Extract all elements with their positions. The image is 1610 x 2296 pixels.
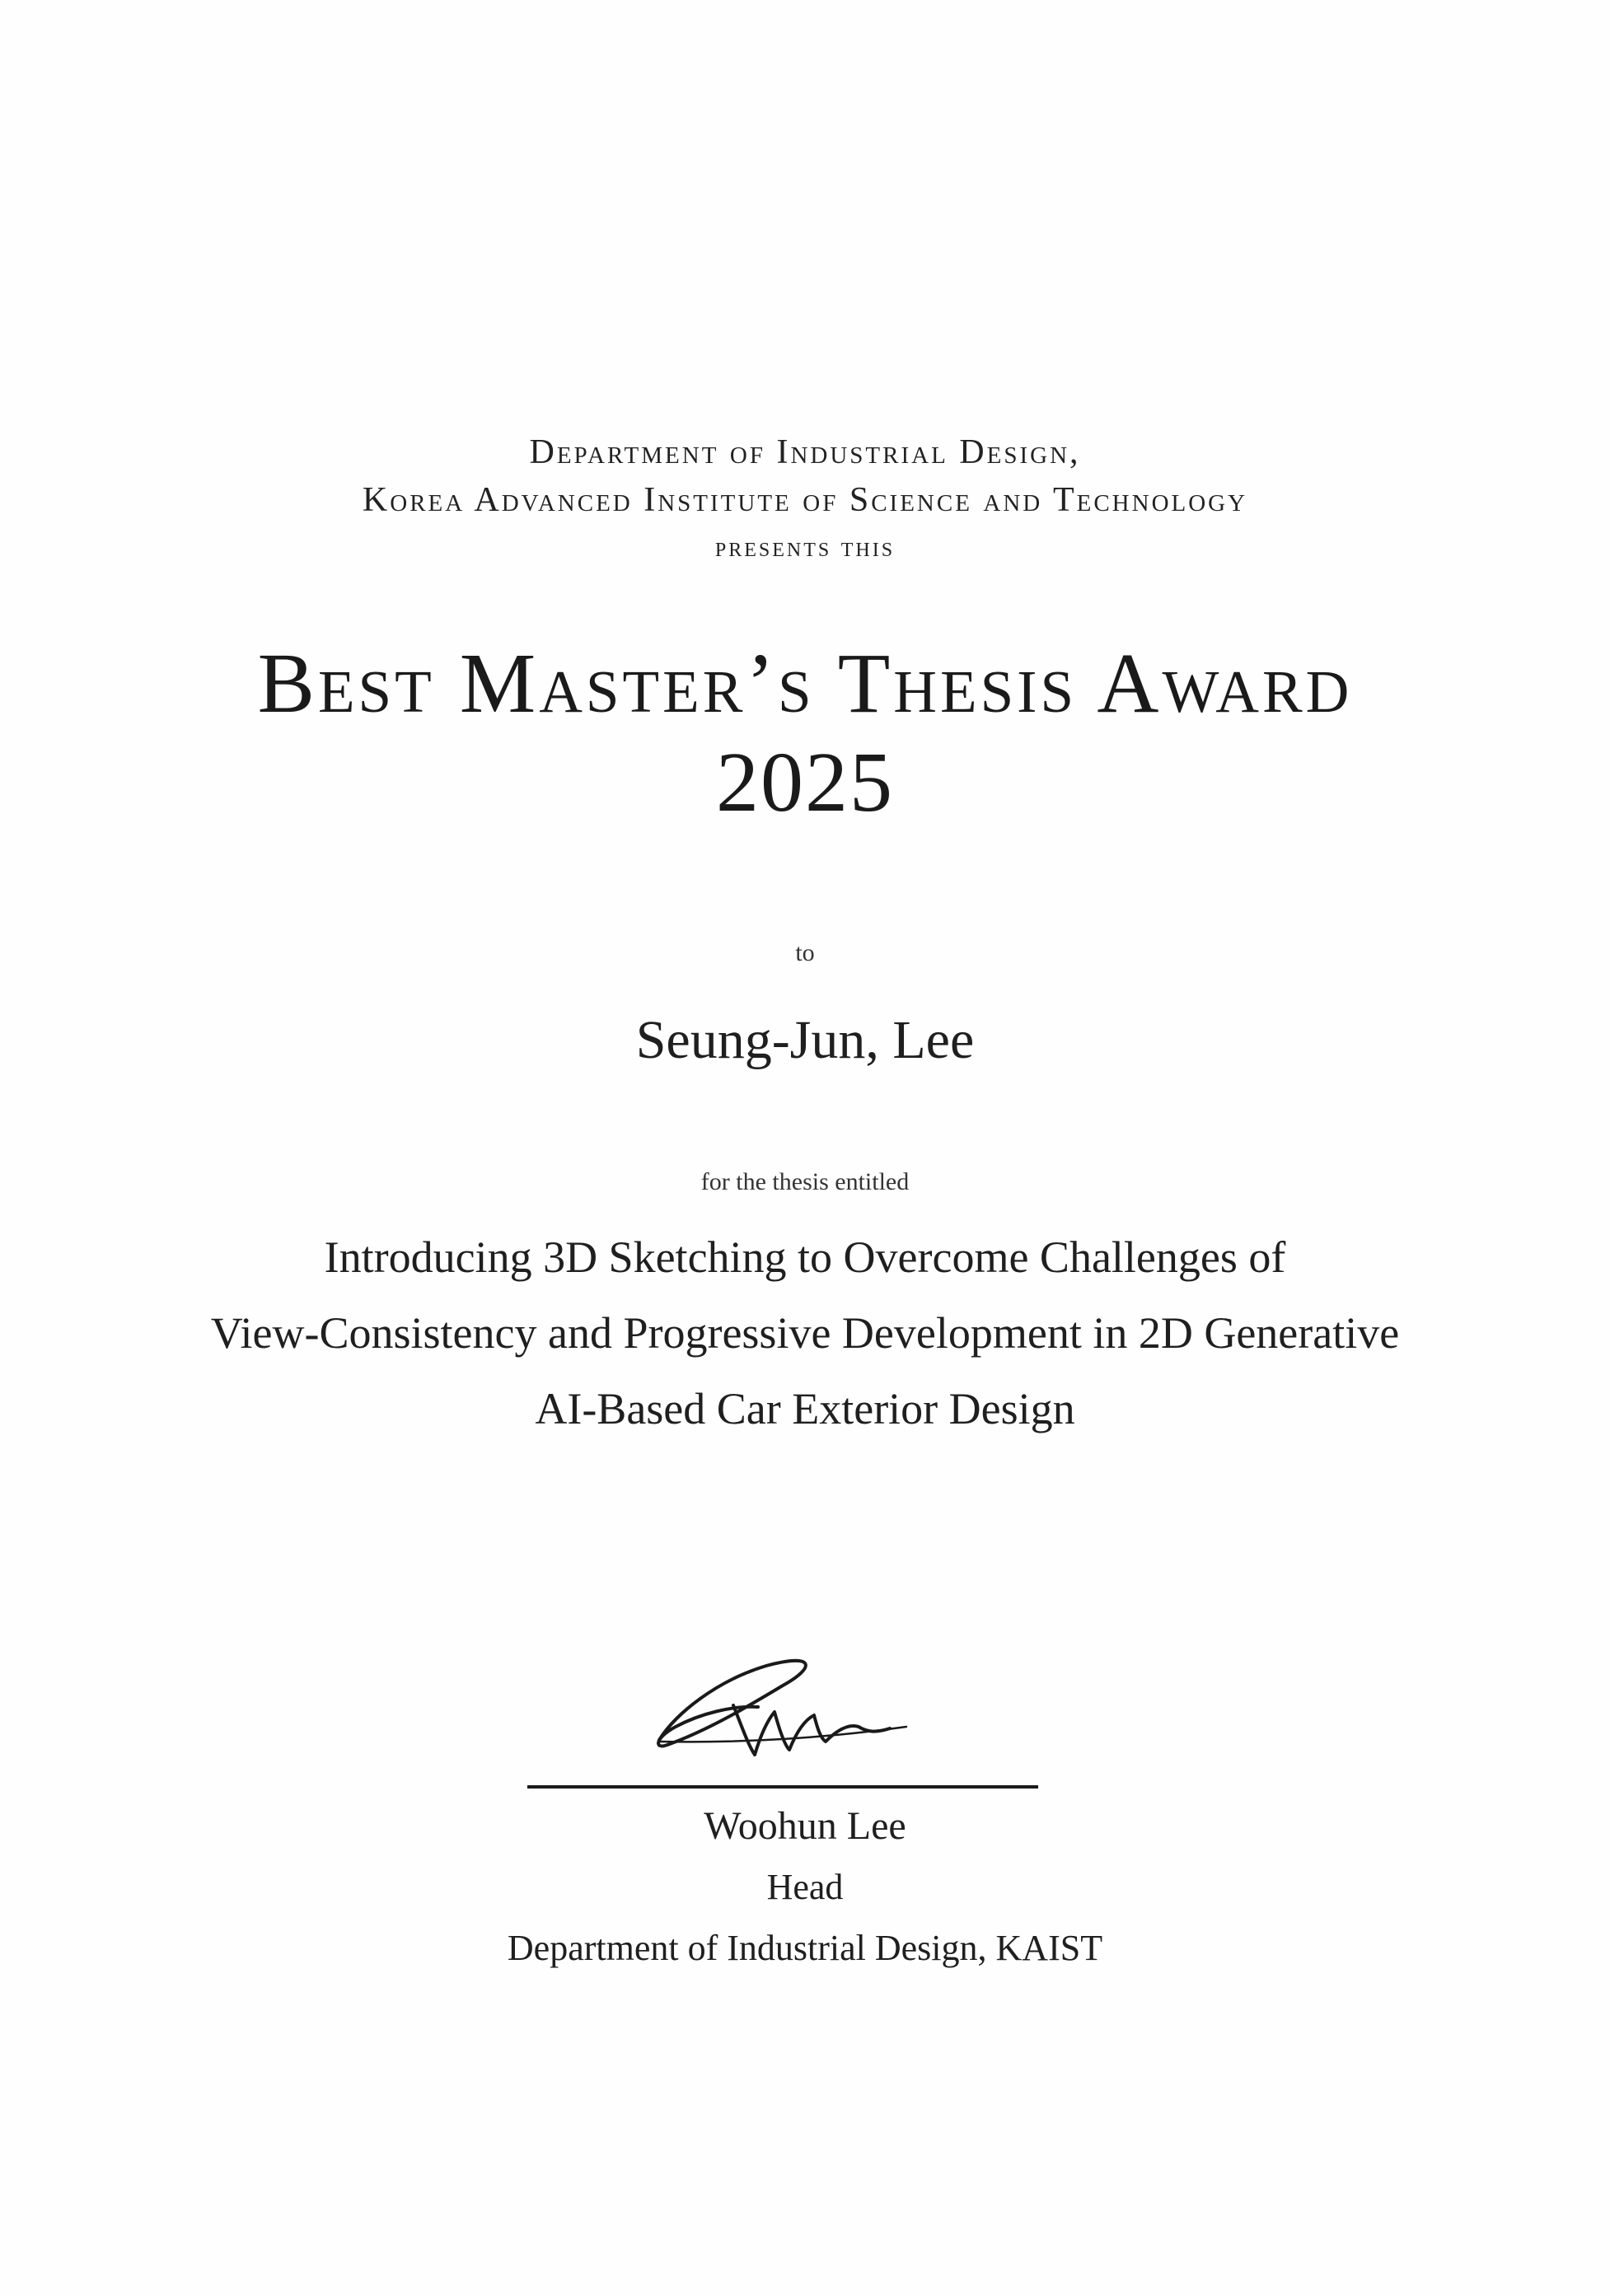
presenter-block (0, 428, 1610, 572)
presenter-institution: Korea Advanced Institute of Science and Technology (362, 481, 1248, 519)
signature-strokes (733, 1705, 890, 1755)
thesis-title-line: View-Consistency and Progressive Development in 2D Generative (210, 1308, 1400, 1358)
signature-line (527, 1785, 1038, 1789)
thesis-title-line: AI-Based Car Exterior Design (535, 1384, 1075, 1433)
thesis-title (0, 1219, 1610, 1447)
signature-loop (658, 1661, 806, 1747)
handwritten-signature (643, 1648, 939, 1771)
signatory-name: Woohun Lee (704, 1804, 906, 1848)
presenter-presents: presents this (714, 532, 896, 563)
award-year: 2025 (716, 735, 894, 830)
signatory-block (0, 1796, 1610, 1979)
signatory-role: Head (766, 1867, 844, 1907)
signatory-department: Department of Industrial Design, KAIST (507, 1928, 1103, 1968)
award-heading (0, 634, 1610, 832)
thesis-title-line: Introducing 3D Sketching to Overcome Challenges of (324, 1232, 1286, 1282)
recipient-name: Seung-Jun, Lee (635, 1010, 975, 1070)
thesis-intro: for the thesis entitled (700, 1168, 910, 1195)
to-label: to (795, 939, 815, 966)
award-title: Best Master’s Thesis Award (257, 636, 1353, 731)
presenter-department: Department of Industrial Design, (529, 433, 1081, 471)
